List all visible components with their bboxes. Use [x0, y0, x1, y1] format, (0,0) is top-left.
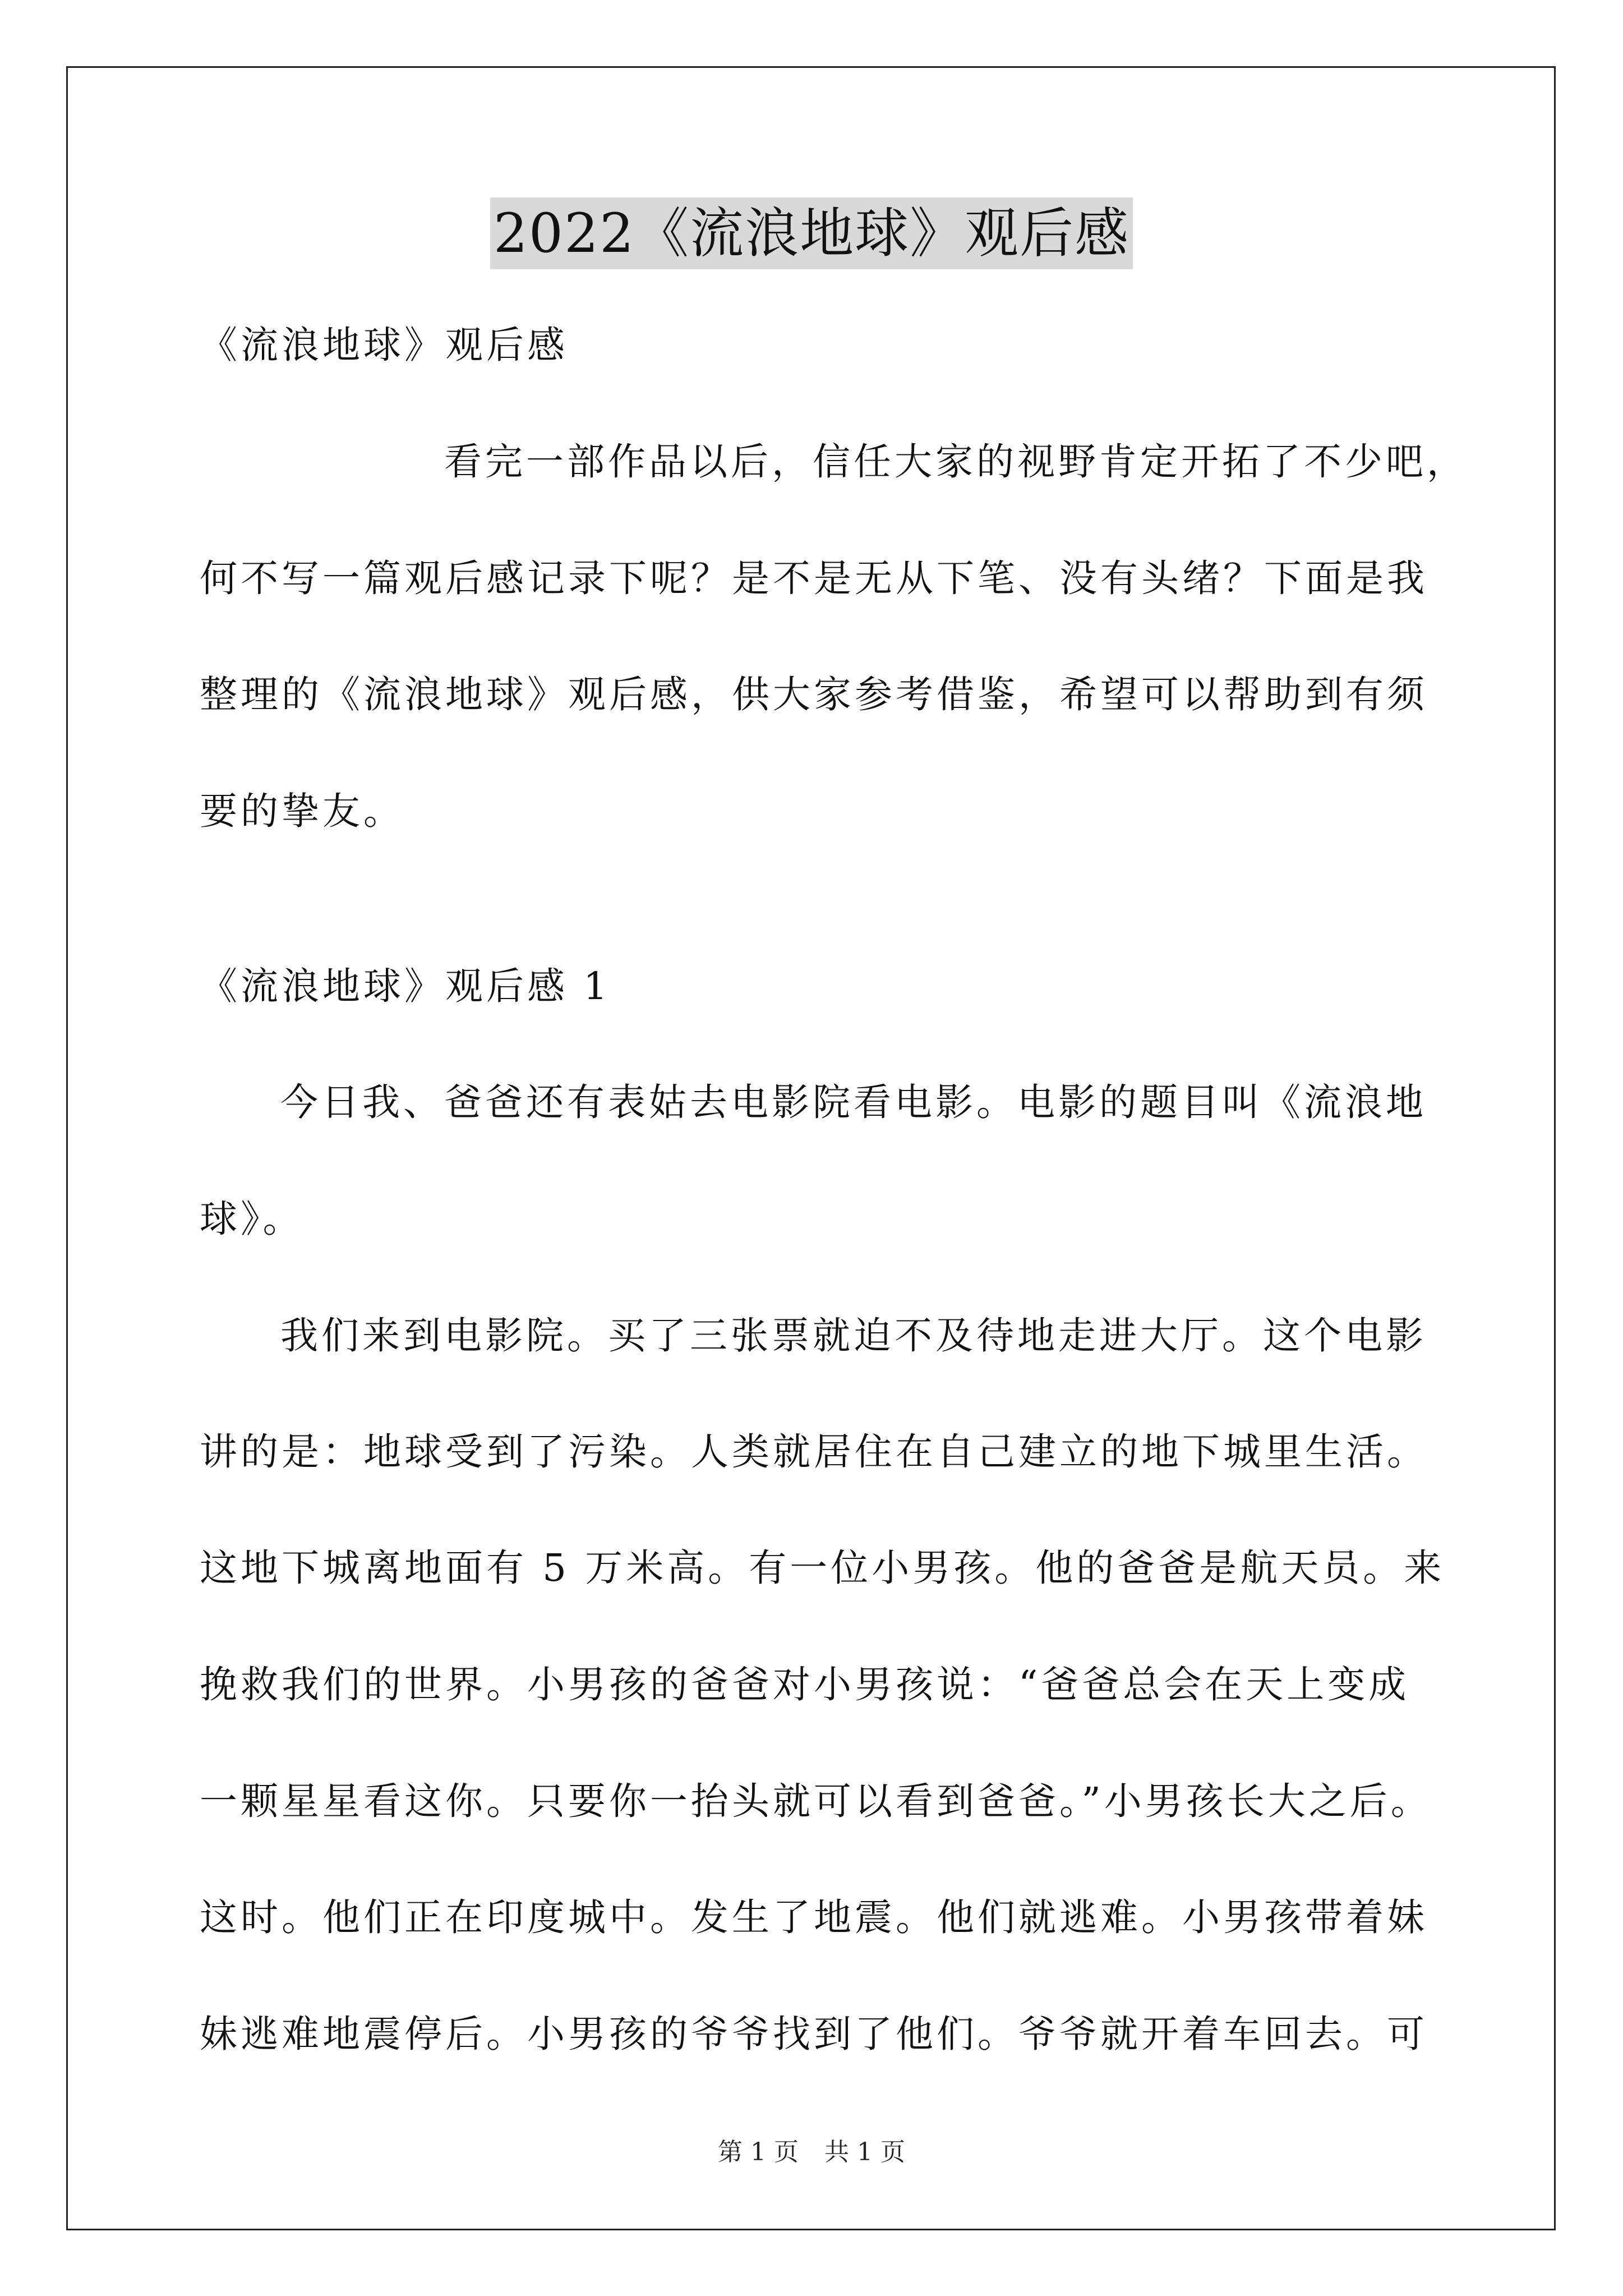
- document-title: 2022《流浪地球》观后感: [490, 197, 1133, 269]
- title-container: [0, 197, 1623, 269]
- page-number: 第 1 页: [718, 2138, 799, 2166]
- section-heading: 《流浪地球》观后感 1: [200, 964, 611, 1008]
- paragraph-line: 这时。他们正在印度城中。发生了地震。他们就逃难。小男孩带着妹: [200, 1895, 1428, 1939]
- paragraph-line: 看完一部作品以后，信任大家的视野肯定开拓了不少吧，: [444, 440, 1468, 484]
- page-footer: [0, 2132, 1623, 2168]
- paragraph-line: 讲的是：地球受到了污染。人类就居住在自己建立的地下城里生活。: [200, 1430, 1428, 1474]
- paragraph-line: 妹逃难地震停后。小男孩的爷爷找到了他们。爷爷就开着车回去。可: [200, 2012, 1428, 2056]
- paragraph-line: 今日我、爸爸还有表姑去电影院看电影。电影的题目叫《流浪地: [280, 1080, 1427, 1124]
- paragraph-line: 何不写一篇观后感记录下呢？是不是无从下笔、没有头绪？下面是我: [200, 556, 1428, 600]
- page-total: 共 1 页: [824, 2138, 905, 2166]
- paragraph-line: 一颗星星看这你。只要你一抬头就可以看到爸爸。”小男孩长大之后。: [200, 1779, 1432, 1823]
- paragraph-line: 我们来到电影院。买了三张票就迫不及待地走进大厅。这个电影: [280, 1314, 1427, 1358]
- paragraph-line: 球》。: [200, 1197, 304, 1241]
- paragraph-line: 要的挚友。: [200, 789, 404, 833]
- paragraph-line: 挽救我们的世界。小男孩的爸爸对小男孩说：“爸爸总会在天上变成: [200, 1663, 1410, 1706]
- paragraph-line: 这地下城离地面有 5 万米高。有一位小男孩。他的爸爸是航天员。来: [200, 1546, 1445, 1590]
- paragraph-line: 整理的《流浪地球》观后感，供大家参考借鉴，希望可以帮助到有须: [200, 673, 1428, 716]
- paragraph-line: 《流浪地球》观后感: [200, 323, 568, 367]
